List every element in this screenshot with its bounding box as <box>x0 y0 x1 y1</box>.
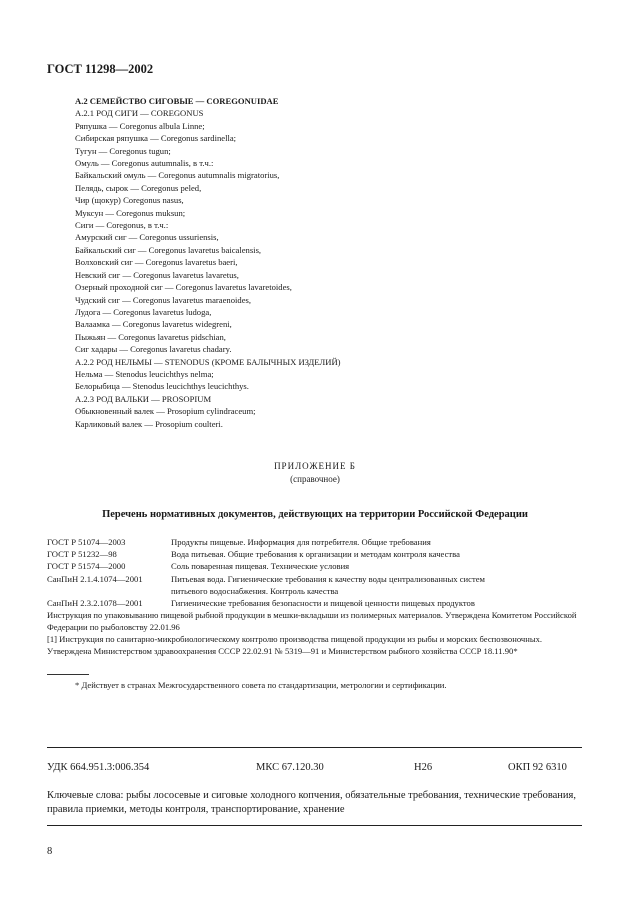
section-a2 <box>75 95 341 430</box>
page-number: 8 <box>47 846 53 857</box>
bottom-rule <box>47 825 582 826</box>
documents-list <box>47 536 485 609</box>
footnote: * Действует в странах Межгосударственного совета по стандартизации, метрологии и сертификации. <box>75 680 447 690</box>
document-number: ГОСТ Р 51232—98 <box>47 549 117 560</box>
document-number: СанПиН 2.1.4.1074—2001 <box>47 573 143 584</box>
document-row <box>47 560 485 572</box>
keywords: Ключевые слова: рыбы лососевые и сиговые холодного копчения, обязательные требования, технические требования, правила приемки, методы контроля, транспортирование, хранение <box>47 790 576 815</box>
section-line: Байкальский омуль — Coregonus autumnalis migratorius, <box>75 170 280 181</box>
section-line: Омуль — Coregonus autumnalis, в т.ч.: <box>75 158 214 169</box>
group-code: Н26 <box>414 762 433 773</box>
section-line: Ряпушка — Coregonus albula Linne; <box>75 120 205 131</box>
section-line: Сиг хадары — Coregonus lavaretus chadary. <box>75 344 232 355</box>
reference-text: [1] Инструкция по санитарно-микробиологическому контролю производства пищевой продукции из рыбы и морских беспозвоночных. Утверждена Министерством здравоохранения СССР 22.02.91 № 5319—91 и Министерством рыбного хозяйства СССР 18.11.90* <box>47 634 543 657</box>
section-line: Белорыбица — Stenodus leucichthys leucichthys. <box>75 381 249 392</box>
section-line: Пелядь, сырок — Coregonus peled, <box>75 182 202 193</box>
instruction-text: Инструкция по упаковыванию пищевой рыбной продукции в мешки-вкладыши из полимерных материалов. Утверждена Комитетом Российской Федерации по рыболовству 22.01.96 <box>47 610 577 633</box>
document-title: Соль поваренная пищевая. Технические условия <box>171 561 350 572</box>
section-line: Байкальский сиг — Coregonus lavaretus baicalensis, <box>75 244 262 255</box>
section-line: А.2.1 РОД СИГИ — COREGONUS <box>75 108 204 119</box>
section-line: А.2.2 РОД НЕЛЬМЫ — STENODUS (КРОМЕ БАЛЫЧНЫХ ИЗДЕЛИЙ) <box>75 356 341 367</box>
mks-code: МКС 67.120.30 <box>256 762 324 773</box>
section-line: Волховский сиг — Coregonus lavaretus baeri, <box>75 257 238 268</box>
section-line: Чудский сиг — Coregonus lavaretus maraenoides, <box>75 294 252 305</box>
document-number: СанПиН 2.3.2.1078—2001 <box>47 598 143 609</box>
section-line: Обыкновенный валек — Prosopium cylindraceum; <box>75 406 256 417</box>
udk-code: УДК 664.951.3:006.354 <box>47 762 150 773</box>
section-line: Озерный проходной сиг — Coregonus lavaretus lavaretoides, <box>75 282 292 293</box>
page-header: ГОСТ 11298—2002 <box>47 62 154 76</box>
document-number: ГОСТ Р 51574—2000 <box>47 561 126 572</box>
section-line: Чир (щокур) Coregonus nasus, <box>75 195 184 206</box>
section-line: Карликовый валек — Prosopium coulteri. <box>75 418 223 429</box>
section-line: Сибирская ряпушка — Coregonus sardinella; <box>75 133 237 144</box>
document-row <box>47 597 485 609</box>
section-line: Муксун — Coregonus muksun; <box>75 207 186 218</box>
document-row <box>47 548 485 560</box>
section-line: Лудога — Coregonus lavaretus ludoga, <box>75 306 212 317</box>
appendix-label: ПРИЛОЖЕНИЕ Б <box>274 461 356 471</box>
section-line: Нельма — Stenodus leucichthys nelma; <box>75 368 214 379</box>
document-row <box>47 536 485 548</box>
section-line: Валаамка — Coregonus lavaretus widegreni, <box>75 319 232 330</box>
section-line: Сиги — Coregonus, в т.ч.: <box>75 220 169 231</box>
document-title: Гигиенические требования безопасности и пищевой ценности пищевых продуктов <box>171 598 475 609</box>
section-title: А.2 СЕМЕЙСТВО СИГОВЫЕ — COREGONUIDAE <box>75 96 279 106</box>
document-title: питьевого водоснабжения. Контроль качества <box>171 585 339 596</box>
top-rule <box>47 747 582 748</box>
document-row <box>47 573 485 585</box>
appendix-title: Перечень нормативных документов, действующих на территории Российской Федерации <box>102 509 528 520</box>
section-line: А.2.3 РОД ВАЛЬКИ — PROSOPIUM <box>75 393 212 404</box>
footnote-divider <box>47 674 89 675</box>
appendix-note: (справочное) <box>290 474 340 484</box>
document-row <box>47 585 485 597</box>
document-title: Продукты пищевые. Информация для потребителя. Общие требования <box>171 537 431 547</box>
section-line: Тугун — Coregonus tugun; <box>75 145 171 156</box>
section-line: Пыжьян — Coregonus lavaretus pidschian, <box>75 331 226 342</box>
okp-code: ОКП 92 6310 <box>508 762 567 773</box>
document-number: ГОСТ Р 51074—2003 <box>47 537 126 547</box>
document-title: Вода питьевая. Общие требования к организации и методам контроля качества <box>171 549 460 560</box>
section-line: Амурский сиг — Coregonus ussuriensis, <box>75 232 219 243</box>
document-title: Питьевая вода. Гигиенические требования к качеству воды централизованных систем <box>171 573 485 584</box>
section-line: Невский сиг — Coregonus lavaretus lavaretus, <box>75 269 239 280</box>
